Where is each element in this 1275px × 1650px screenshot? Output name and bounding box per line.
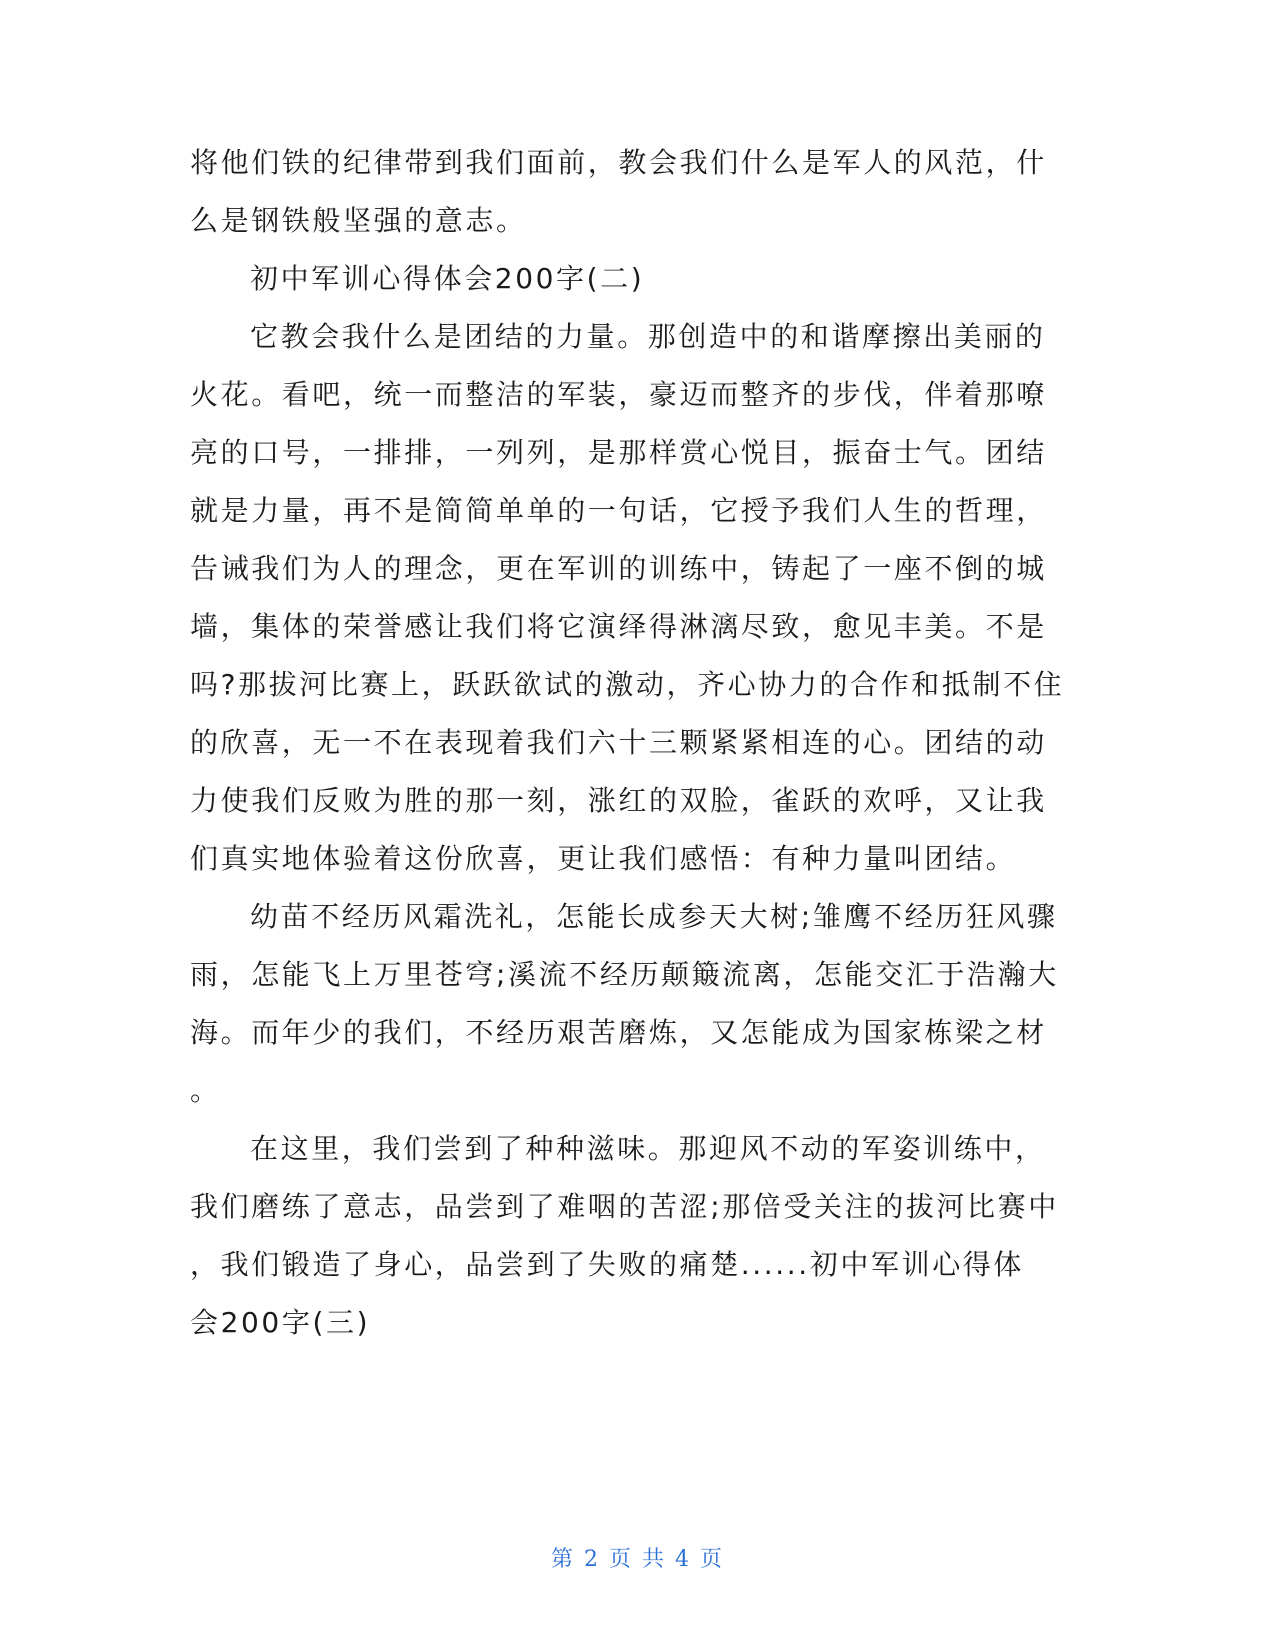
text-line: 亮的口号，一排排，一列列，是那样赏心悦目，振奋士气。团结 <box>190 436 1047 469</box>
text-line: 将他们铁的纪律带到我们面前，教会我们什么是军人的风范，什 <box>190 146 1047 179</box>
text-line: 在这里，我们尝到了种种滋味。那迎风不动的军姿训练中， <box>250 1132 1046 1165</box>
text-line: 雨，怎能飞上万里苍穹;溪流不经历颠簸流离，怎能交汇于浩瀚大 <box>190 958 1059 991</box>
text-line: 它教会我什么是团结的力量。那创造中的和谐摩擦出美丽的 <box>250 320 1046 353</box>
text-line: 力使我们反败为胜的那一刻，涨红的双脸，雀跃的欢呼，又让我 <box>190 784 1047 817</box>
text-line: 么是钢铁般坚强的意志。 <box>190 204 527 237</box>
text-line: 墙，集体的荣誉感让我们将它演绎得淋漓尽致，愈见丰美。不是 <box>190 610 1047 643</box>
text-line: 告诫我们为人的理念，更在军训的训练中，铸起了一座不倒的城 <box>190 552 1047 585</box>
text-line: 们真实地体验着这份欣喜，更让我们感悟：有种力量叫团结。 <box>190 842 1017 875</box>
text-line: 海。而年少的我们，不经历艰苦磨炼，又怎能成为国家栋梁之材 <box>190 1016 1047 1049</box>
text-line: 幼苗不经历风霜洗礼，怎能长成参天大树;雏鹰不经历狂风骤 <box>250 900 1058 933</box>
text-line: ，我们锻造了身心，品尝到了失败的痛楚......初中军训心得体 <box>190 1248 1025 1281</box>
page-number-footer: 第 2 页 共 4 页 <box>551 1547 724 1572</box>
text-line: 的欣喜，无一不在表现着我们六十三颗紧紧相连的心。团结的动 <box>190 726 1047 759</box>
text-line: 火花。看吧，统一而整洁的军装，豪迈而整齐的步伐，伴着那嘹 <box>190 378 1047 411</box>
text-line: 。 <box>190 1074 221 1107</box>
text-line: 吗?那拔河比赛上，跃跃欲试的激动，齐心协力的合作和抵制不住 <box>190 668 1065 701</box>
text-line: 我们磨练了意志，品尝到了难咽的苦涩;那倍受关注的拔河比赛中 <box>190 1190 1059 1223</box>
section-heading: 会200字(三) <box>190 1306 371 1339</box>
text-line: 就是力量，再不是简简单单的一句话，它授予我们人生的哲理， <box>190 494 1047 527</box>
section-heading: 初中军训心得体会200字(二) <box>250 262 645 295</box>
